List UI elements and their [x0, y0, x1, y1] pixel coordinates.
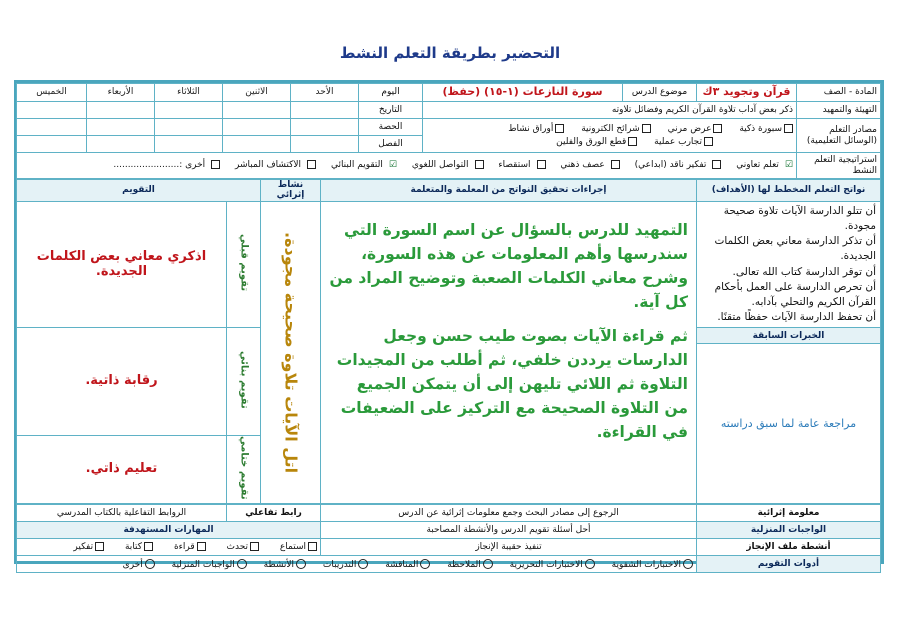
procedure-paragraph-2: ثم قراءة الآيات بصوت طيب حسن وجعل الدارسات يرددن خلفي، ثم أطلب من المجيدات التلاوة ثم اللائي تليهن إلى أن يتمكن الجميع من التلاوة الصحيحة مع التركيز على الضعيفات في القراءة. [336, 326, 688, 441]
checkbox-paper-foam[interactable] [628, 137, 637, 146]
outcome-item: أن تتلو الدارسة الآيات تلاوة صحيحة مجودة. [723, 204, 876, 232]
topic-label: موضوع الدرس [623, 84, 697, 102]
portfolio-label: أنشطة ملف الإنجاز [697, 539, 881, 556]
procedures-cell [321, 201, 697, 504]
enrichment-info-label: معلومة إثرائية [697, 505, 881, 522]
checkbox-critical-thinking[interactable] [712, 160, 721, 169]
resources-row-1: سبورة ذكية عرض مرني شرائح الكترونية أوراق نشاط [426, 124, 793, 134]
tools-options: الاختبارات الشفوية الاختبارات التحريرية الملاحظة المناقشة التدريبات الأنشطة الواجبات المنزلية أخرى [17, 556, 697, 573]
checkbox-language[interactable] [475, 160, 484, 169]
strategy-options: ☑تعلم تعاوني تفكير ناقد (ابداعي) عصف ذهني استقصاء التواصل اللغوي ☑التقويم البنائي الاكتشاف المباشر أخرى :....................... [17, 153, 797, 179]
outcome-item: أن تذكر الدارسة معاني بعض الكلمات الجديدة. [714, 235, 876, 263]
main-table [16, 179, 881, 504]
interactive-value[interactable]: الروابط التفاعلية بالكتاب المدرسي [17, 505, 227, 522]
radio-oral[interactable] [683, 559, 693, 569]
checkbox-discovery[interactable] [307, 160, 316, 169]
radio-drills[interactable] [358, 559, 368, 569]
subject-value: قرآن وتجويد ٣ك [697, 84, 797, 102]
procedure-paragraph-1: التمهيد للدرس بالسؤال عن اسم السورة التي سندرسها وأهم المعلومات عن هذه السورة، وشرح معاني الكلمات الصعبة وتوضيح المراد من كل آية. [329, 220, 688, 311]
prior-value: مراجعة عامة لما سبق دراسته [697, 344, 881, 504]
checkbox-brainstorm[interactable] [611, 160, 620, 169]
homework-value: أحل أسئلة تقويم الدرس والأنشطة المصاحبة [321, 522, 697, 539]
date-cell [291, 102, 359, 119]
enrichment-value: اتل الآيات تلاوة صحيحة مجودة. [281, 232, 301, 474]
col-enrichment-header: نشاط إثرائي [261, 180, 321, 202]
resources-row-2: تجارب عملية قطع الورق والفلين [426, 137, 793, 147]
checkbox-experiments[interactable] [704, 137, 713, 146]
checkbox-slides[interactable] [642, 124, 651, 133]
radio-observation[interactable] [483, 559, 493, 569]
eval-value-summative: تعليم ذاتي. [16, 436, 226, 504]
interactive-label: رابط تفاعلي [227, 505, 321, 522]
intro-label: التهيئة والتمهيد [797, 102, 881, 119]
subject-label: المادة - الصف [797, 84, 881, 102]
day-thu: الخميس [17, 84, 87, 102]
day-mon: الاثنين [223, 84, 291, 102]
radio-homework[interactable] [237, 559, 247, 569]
homework-label: الواجبات المنزلية [697, 522, 881, 539]
col-evaluation-header: التقويم [16, 180, 260, 202]
eval-type-formative: تقويم بنائي [227, 328, 261, 436]
day-label: اليوم [359, 84, 423, 102]
period-label: الحصة [359, 119, 423, 136]
outcomes-list [697, 201, 881, 328]
checked-box-icon[interactable]: ☑ [388, 160, 397, 171]
checkbox-writing[interactable] [144, 542, 153, 551]
checkbox-inquiry[interactable] [537, 160, 546, 169]
outcome-item: أن توقر الدارسة كتاب الله تعالى. [732, 265, 876, 278]
eval-type-pre: تقويم قبلي [227, 201, 261, 328]
checkbox-thinking[interactable] [95, 542, 104, 551]
enrichment-info-value: الرجوع إلى مصادر البحث وجمع معلومات إثرائية عن الدرس [321, 505, 697, 522]
header-table [16, 83, 881, 179]
eval-value-formative: رقابة ذاتية. [16, 328, 226, 436]
radio-discussion[interactable] [420, 559, 430, 569]
radio-activities[interactable] [296, 559, 306, 569]
class-label: الفصل [359, 136, 423, 153]
page-title: التحضير بطريقة التعلم النشط [339, 44, 561, 62]
topic-value: سورة النازعات (١-١٥) (حفظ) [423, 84, 623, 102]
radio-other[interactable] [145, 559, 155, 569]
col-procedures-header: إجراءات تحقيق النواتج من المعلمة والمتعلمة [321, 180, 697, 202]
day-tue: الثلاثاء [155, 84, 223, 102]
outcome-item: أن تحرص الدارسة على العمل بأحكام القرآن الكريم والتحلي بآدابه. [714, 280, 876, 308]
checked-box-icon[interactable]: ☑ [784, 160, 793, 171]
resources-label: مصادر التعلم (الوسائل التعليمية) [797, 119, 881, 153]
intro-value: ذكر بعض آداب تلاوة القرآن الكريم وفضائل تلاوته [423, 102, 797, 119]
checkbox-listening[interactable] [308, 542, 317, 551]
footer-table [16, 504, 881, 573]
checkbox-reading[interactable] [197, 542, 206, 551]
checkbox-worksheets[interactable] [555, 124, 564, 133]
radio-written[interactable] [585, 559, 595, 569]
prior-label: الخبرات السابقة [697, 328, 881, 344]
resources-options [423, 119, 797, 153]
lesson-plan-form [14, 80, 884, 570]
date-label: التاريخ [359, 102, 423, 119]
checkbox-other[interactable] [211, 160, 220, 169]
eval-value-pre: اذكري معاني بعض الكلمات الجديدة. [16, 201, 226, 328]
checkbox-display[interactable] [713, 124, 722, 133]
enrichment-cell [261, 201, 321, 504]
tools-label: أدوات التقويم [697, 556, 881, 573]
day-wed: الأربعاء [87, 84, 155, 102]
portfolio-value: تنفيذ حقيبة الإنجاز [321, 539, 697, 556]
checkbox-speaking[interactable] [250, 542, 259, 551]
eval-type-summative: تقويم ختامي [227, 436, 261, 504]
strategy-label: استراتيجية التعلم النشط [797, 153, 881, 179]
day-sun: الأحد [291, 84, 359, 102]
col-outcomes-header: نواتج التعلم المخطط لها (الأهداف) [697, 180, 881, 202]
skills-label: المهارات المستهدفة [17, 522, 321, 539]
outcome-item: أن تحفظ الدارسة الآيات حفظًا متقنًا. [717, 311, 876, 324]
checkbox-smartboard[interactable] [784, 124, 793, 133]
skills-options: استماع تحدث قراءة كتابة تفكير [17, 539, 321, 556]
